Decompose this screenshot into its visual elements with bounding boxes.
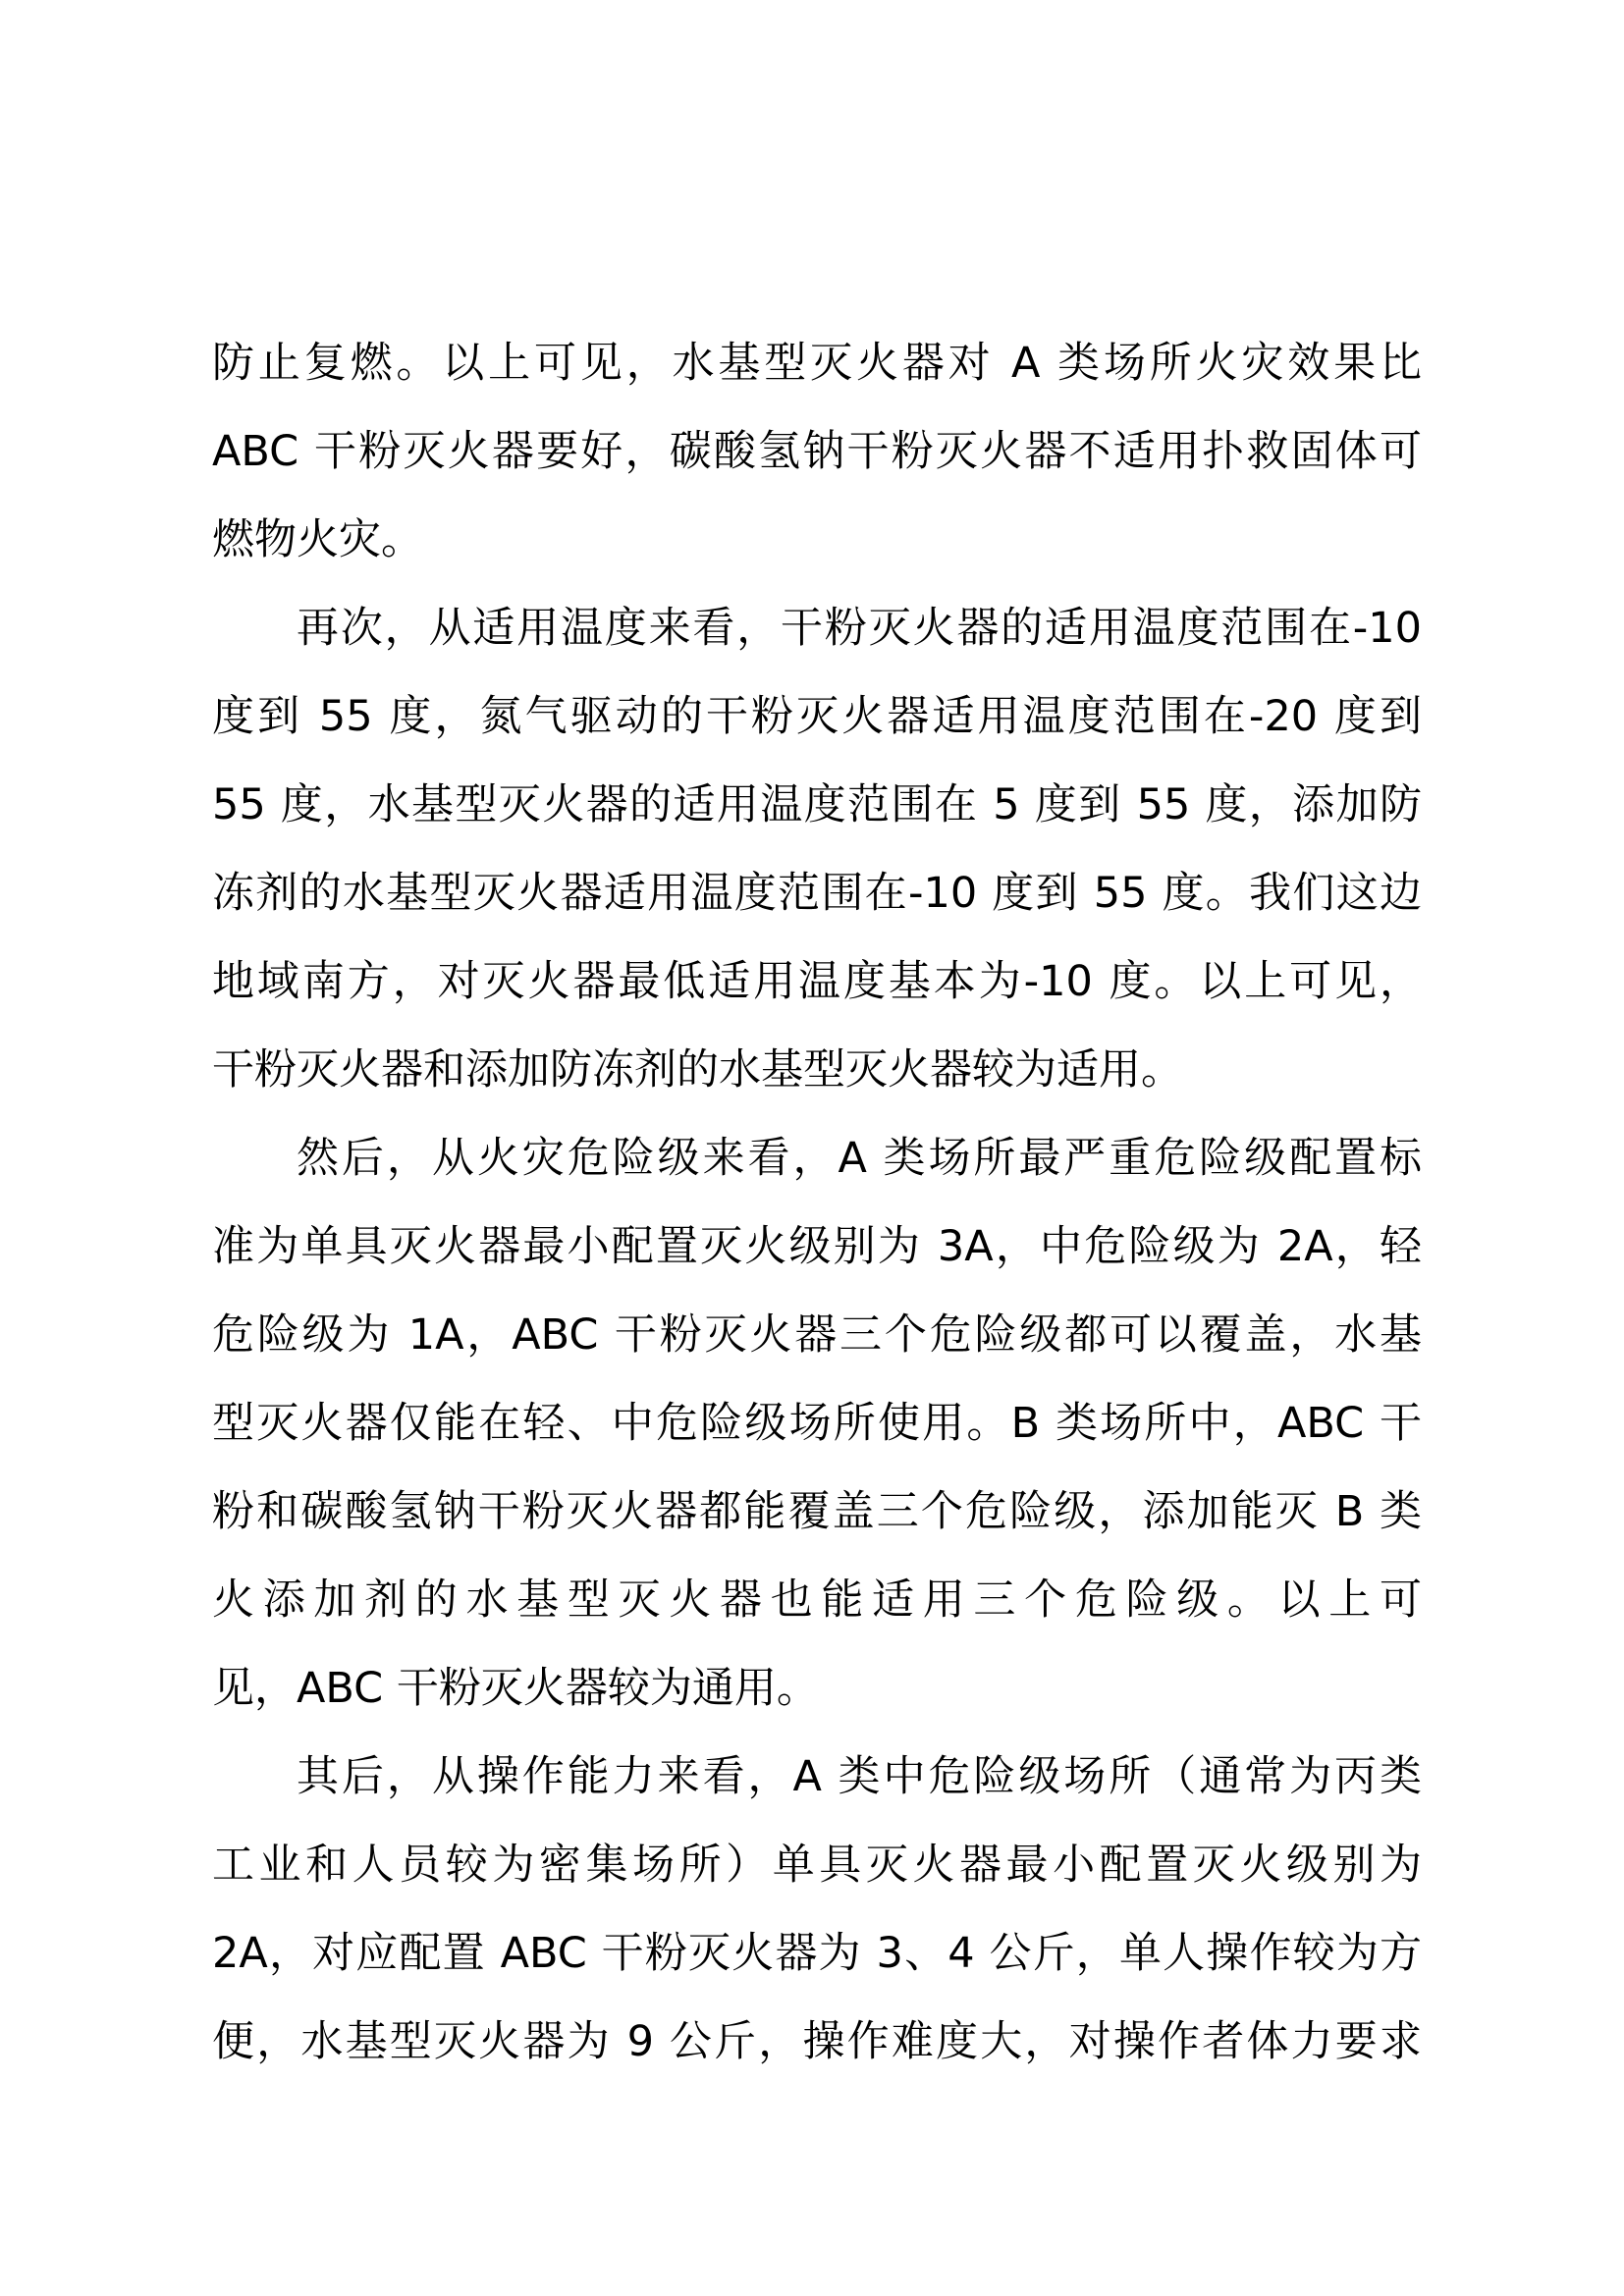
text-line: 燃物火灾。: [212, 515, 423, 564]
text-line: 度到 55 度，氮气驱动的干粉灭火器适用温度范围在-20 度到: [212, 692, 1422, 741]
text-line: 见，ABC 干粉灭火器较为通用。: [212, 1664, 819, 1713]
text-line: 工业和人员较为密集场所）单具灭火器最小配置灭火级别为: [212, 1841, 1422, 1890]
paragraph-start-line: 然后，从火灾危险级来看，A 类场所最严重危险级配置标: [297, 1134, 1422, 1183]
text-line: 危险级为 1A，ABC 干粉灭火器三个危险级都可以覆盖，水基: [212, 1310, 1422, 1360]
text-line: 便，水基型灭火器为 9 公斤，操作难度大，对操作者体力要求: [212, 2017, 1422, 2066]
text-line: 干粉灭火器和添加防冻剂的水基型灭火器较为适用。: [212, 1045, 1183, 1095]
text-line: 准为单具灭火器最小配置灭火级别为 3A，中危险级为 2A，轻: [212, 1222, 1422, 1271]
text-line: 地域南方，对灭火器最低适用温度基本为-10 度。以上可见，: [212, 957, 1422, 1006]
text-line: ABC 干粉灭火器要好，碳酸氢钠干粉灭火器不适用扑救固体可: [212, 427, 1422, 476]
text-line: 2A，对应配置 ABC 干粉灭火器为 3、4 公斤，单人操作较为方: [212, 1929, 1422, 1978]
text-line: 型灭火器仅能在轻、中危险级场所使用。B 类场所中，ABC 干: [212, 1399, 1422, 1448]
text-line: 火添加剂的水基型灭火器也能适用三个危险级。以上可: [212, 1575, 1422, 1625]
paragraph-start-line: 再次，从适用温度来看，干粉灭火器的适用温度范围在-10: [297, 604, 1422, 653]
text-line: 防止复燃。以上可见，水基型灭火器对 A 类场所火灾效果比: [212, 339, 1422, 388]
text-line: 粉和碳酸氢钠干粉灭火器都能覆盖三个危险级，添加能灭 B 类: [212, 1487, 1422, 1536]
text-line: 冻剂的水基型灭火器适用温度范围在-10 度到 55 度。我们这边: [212, 869, 1422, 918]
text-line: 55 度，水基型灭火器的适用温度范围在 5 度到 55 度，添加防: [212, 780, 1422, 829]
paragraph-start-line: 其后，从操作能力来看，A 类中危险级场所（通常为丙类: [297, 1752, 1422, 1801]
